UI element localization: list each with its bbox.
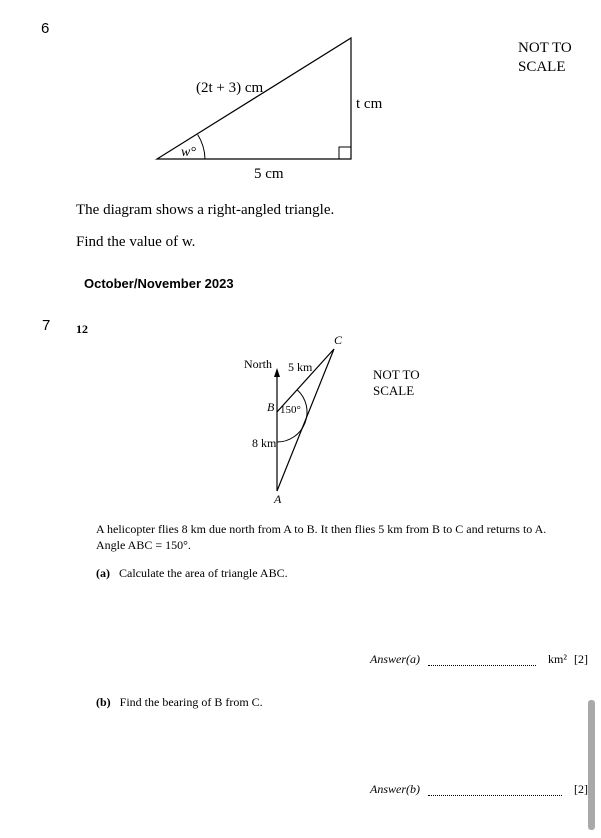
base-side-label: 5 cm: [254, 166, 284, 182]
answer-a-label: Answer(a): [370, 652, 420, 666]
part-a: [96, 566, 288, 581]
question-6-number: 6: [41, 20, 50, 37]
exam-session-heading: October/November 2023: [84, 276, 234, 291]
answer-b-marks: [2]: [574, 782, 588, 796]
answer-a-line[interactable]: [428, 664, 536, 666]
question-7-number: 7: [42, 317, 51, 334]
answer-b-line[interactable]: [428, 794, 562, 796]
paper-question-number: 12: [76, 322, 88, 336]
right-triangle-diagram: [0, 0, 601, 300]
not-to-scale-note-q7: NOT TO SCALE: [373, 367, 420, 398]
part-b-label: (b): [96, 695, 111, 709]
north-arrow-icon: [274, 368, 280, 377]
point-b-label: B: [267, 400, 275, 414]
point-c-label: C: [334, 333, 343, 347]
angle-w-label: w°: [181, 145, 196, 160]
part-b-text: Find the bearing of B from C.: [119, 695, 263, 709]
point-a-label: A: [274, 492, 282, 506]
question-6-task: Find the value of w.: [76, 234, 196, 250]
vertical-scrollbar[interactable]: [588, 700, 595, 830]
question-6-stem: The diagram shows a right-angled triangle.: [76, 202, 335, 218]
helicopter-triangle-diagram: [0, 320, 601, 520]
part-a-text: Calculate the area of triangle ABC.: [119, 566, 288, 580]
part-b: [96, 695, 263, 710]
right-angle-marker: [339, 147, 351, 159]
north-label: North: [244, 357, 272, 371]
angle-w-arc: [198, 135, 205, 159]
vertical-side-label: t cm: [356, 96, 383, 112]
right-triangle: [157, 38, 351, 159]
answer-b-label: Answer(b): [370, 782, 420, 796]
not-to-scale-note-q6: NOT TO SCALE: [518, 40, 572, 75]
ab-distance-label: 8 km: [252, 436, 277, 450]
hypotenuse-label: (2t + 3) cm: [196, 80, 264, 96]
angle-150-label: 150°: [280, 404, 301, 416]
question-7-stem: A helicopter flies 8 km due north from A to B. It then flies 5 km from B to C and returns to A. Angle ABC = 150°.: [96, 522, 547, 552]
answer-a-marks: [2]: [574, 652, 588, 666]
bc-distance-label: 5 km: [288, 360, 313, 374]
part-a-label: (a): [96, 566, 110, 580]
answer-a-unit: km²: [548, 652, 567, 666]
